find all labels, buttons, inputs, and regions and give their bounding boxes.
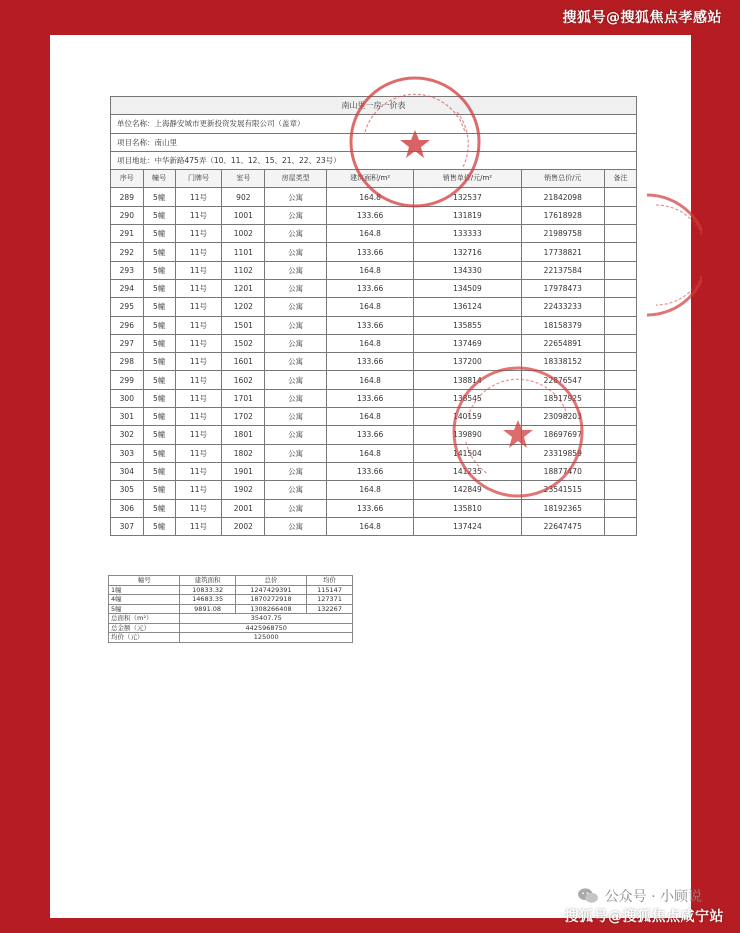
table-cell — [605, 499, 637, 517]
project-line: 项目名称：南山里 — [111, 133, 637, 151]
table-cell: 2001 — [222, 499, 265, 517]
company-line: 单位名称：上海静安城市更新投资发展有限公司（盖章） — [111, 115, 637, 133]
table-cell — [605, 279, 637, 297]
table-row — [111, 225, 637, 243]
table-cell: 1001 — [222, 206, 265, 224]
table-cell: 22654891 — [521, 334, 604, 352]
table-cell: 1702 — [222, 408, 265, 426]
summary-cell: 127371 — [307, 595, 353, 605]
table-cell: 5幢 — [143, 426, 175, 444]
account-label — [577, 886, 702, 906]
table-cell: 11号 — [175, 426, 222, 444]
table-cell: 5幢 — [143, 371, 175, 389]
table-cell: 133.66 — [327, 353, 414, 371]
table-cell: 142849 — [414, 481, 521, 499]
table-cell: 11号 — [175, 206, 222, 224]
table-cell: 11号 — [175, 389, 222, 407]
table-cell: 1002 — [222, 225, 265, 243]
table-cell: 2002 — [222, 517, 265, 535]
table-row — [111, 462, 637, 480]
table-cell: 11号 — [175, 279, 222, 297]
table-cell: 18517925 — [521, 389, 604, 407]
table-cell: 133.66 — [327, 206, 414, 224]
table-cell: 1901 — [222, 462, 265, 480]
table-cell: 141235 — [414, 462, 521, 480]
summary-cell: 14683.35 — [180, 595, 235, 605]
summary-cell: 1870272918 — [235, 595, 306, 605]
table-cell: 134509 — [414, 279, 521, 297]
table-row — [111, 481, 637, 499]
table-row — [111, 353, 637, 371]
summary-total-price-row — [109, 623, 353, 633]
total-area-label: 总面积（m²） — [109, 614, 180, 624]
table-cell: 139890 — [414, 426, 521, 444]
table-row — [111, 316, 637, 334]
table-cell: 公寓 — [265, 389, 327, 407]
table-cell: 137200 — [414, 353, 521, 371]
table-cell: 291 — [111, 225, 144, 243]
table-cell: 292 — [111, 243, 144, 261]
table-cell: 133.66 — [327, 389, 414, 407]
table-cell: 公寓 — [265, 225, 327, 243]
table-cell: 304 — [111, 462, 144, 480]
table-cell: 164.8 — [327, 517, 414, 535]
table-cell: 公寓 — [265, 261, 327, 279]
table-cell — [605, 298, 637, 316]
table-row — [111, 243, 637, 261]
table-cell: 133333 — [414, 225, 521, 243]
table-cell: 公寓 — [265, 408, 327, 426]
table-cell: 133.66 — [327, 243, 414, 261]
table-header-row — [111, 170, 637, 188]
table-cell — [605, 243, 637, 261]
table-cell: 133.66 — [327, 279, 414, 297]
table-cell: 138814 — [414, 371, 521, 389]
table-cell: 135855 — [414, 316, 521, 334]
table-cell: 5幢 — [143, 279, 175, 297]
table-cell: 5幢 — [143, 316, 175, 334]
table-cell: 293 — [111, 261, 144, 279]
table-cell: 5幢 — [143, 408, 175, 426]
table-cell: 164.8 — [327, 261, 414, 279]
table-cell: 305 — [111, 481, 144, 499]
watermark-bottom: 搜狐号@搜狐焦点咸宁站 — [564, 909, 724, 925]
table-cell: 17978473 — [521, 279, 604, 297]
table-cell: 298 — [111, 353, 144, 371]
table-cell — [605, 481, 637, 499]
table-cell: 11号 — [175, 481, 222, 499]
table-cell — [605, 206, 637, 224]
table-cell: 公寓 — [265, 462, 327, 480]
table-row — [111, 261, 637, 279]
table-cell: 公寓 — [265, 499, 327, 517]
table-cell: 22433233 — [521, 298, 604, 316]
table-cell: 136124 — [414, 298, 521, 316]
table-cell: 1101 — [222, 243, 265, 261]
total-price-label: 总金额（元） — [109, 623, 180, 633]
table-cell: 133.66 — [327, 499, 414, 517]
table-cell: 296 — [111, 316, 144, 334]
table-cell: 299 — [111, 371, 144, 389]
wechat-icon — [577, 887, 599, 905]
table-cell: 5幢 — [143, 389, 175, 407]
table-row — [111, 188, 637, 206]
table-row — [111, 334, 637, 352]
table-cell: 135810 — [414, 499, 521, 517]
table-cell: 11号 — [175, 499, 222, 517]
column-header: 房屋类型 — [265, 170, 327, 188]
table-row — [111, 499, 637, 517]
table-cell: 164.8 — [327, 408, 414, 426]
table-cell: 141504 — [414, 444, 521, 462]
table-cell: 5幢 — [143, 444, 175, 462]
table-cell: 1502 — [222, 334, 265, 352]
table-cell — [605, 353, 637, 371]
table-cell: 164.8 — [327, 298, 414, 316]
table-cell: 133.66 — [327, 462, 414, 480]
avg-price-value: 125000 — [180, 633, 353, 643]
summary-cell: 1247429391 — [235, 585, 306, 595]
summary-cell: 5幢 — [109, 604, 180, 614]
table-cell: 5幢 — [143, 261, 175, 279]
table-cell: 132716 — [414, 243, 521, 261]
table-cell: 22876547 — [521, 371, 604, 389]
table-row — [111, 389, 637, 407]
summary-column-header: 总价 — [235, 576, 306, 586]
table-row — [111, 517, 637, 535]
summary-avg-price-row — [109, 633, 353, 643]
table-cell: 5幢 — [143, 188, 175, 206]
table-cell: 23541515 — [521, 481, 604, 499]
table-cell: 18338152 — [521, 353, 604, 371]
table-cell: 11号 — [175, 316, 222, 334]
price-list-table — [110, 96, 637, 536]
table-cell: 297 — [111, 334, 144, 352]
table-cell: 公寓 — [265, 316, 327, 334]
table-cell: 164.8 — [327, 225, 414, 243]
table-cell: 131819 — [414, 206, 521, 224]
column-header: 门牌号 — [175, 170, 222, 188]
column-header: 备注 — [605, 170, 637, 188]
table-cell: 公寓 — [265, 188, 327, 206]
table-cell: 22647475 — [521, 517, 604, 535]
table-row — [111, 444, 637, 462]
summary-table — [108, 575, 353, 643]
table-cell: 1202 — [222, 298, 265, 316]
table-cell — [605, 371, 637, 389]
summary-cell: 4幢 — [109, 595, 180, 605]
column-header: 销售单价/元/m² — [414, 170, 521, 188]
table-cell: 1601 — [222, 353, 265, 371]
table-cell — [605, 225, 637, 243]
table-cell: 5幢 — [143, 499, 175, 517]
watermark-top: 搜狐号@搜狐焦点孝感站 — [562, 10, 722, 26]
table-cell: 公寓 — [265, 243, 327, 261]
table-cell — [605, 408, 637, 426]
table-cell: 11号 — [175, 261, 222, 279]
summary-cell: 1幢 — [109, 585, 180, 595]
table-cell: 5幢 — [143, 298, 175, 316]
table-cell: 1501 — [222, 316, 265, 334]
avg-price-label: 均价（元） — [109, 633, 180, 643]
table-cell: 138545 — [414, 389, 521, 407]
table-cell: 300 — [111, 389, 144, 407]
table-cell: 137469 — [414, 334, 521, 352]
document-title: 南山里一房一价表 — [111, 97, 637, 115]
table-cell: 5幢 — [143, 243, 175, 261]
table-cell: 306 — [111, 499, 144, 517]
table-cell: 132537 — [414, 188, 521, 206]
summary-cell: 132267 — [307, 604, 353, 614]
summary-cell: 10833.32 — [180, 585, 235, 595]
table-cell: 17738821 — [521, 243, 604, 261]
table-cell: 1701 — [222, 389, 265, 407]
column-header: 建筑面积/m² — [327, 170, 414, 188]
summary-cell: 1308266408 — [235, 604, 306, 614]
table-cell — [605, 444, 637, 462]
table-cell: 1802 — [222, 444, 265, 462]
table-cell: 公寓 — [265, 334, 327, 352]
table-cell — [605, 389, 637, 407]
table-cell: 303 — [111, 444, 144, 462]
table-cell: 18877470 — [521, 462, 604, 480]
summary-column-header: 幢号 — [109, 576, 180, 586]
table-cell: 公寓 — [265, 298, 327, 316]
table-cell: 140159 — [414, 408, 521, 426]
column-header: 室号 — [222, 170, 265, 188]
table-cell: 21989758 — [521, 225, 604, 243]
table-cell: 164.8 — [327, 188, 414, 206]
table-cell: 21842098 — [521, 188, 604, 206]
table-cell: 11号 — [175, 243, 222, 261]
table-cell: 11号 — [175, 225, 222, 243]
table-cell: 公寓 — [265, 353, 327, 371]
table-cell: 1102 — [222, 261, 265, 279]
table-cell: 11号 — [175, 444, 222, 462]
table-cell — [605, 426, 637, 444]
table-cell: 公寓 — [265, 206, 327, 224]
table-cell: 公寓 — [265, 426, 327, 444]
table-cell: 18192365 — [521, 499, 604, 517]
summary-cell: 9891.08 — [180, 604, 235, 614]
total-price-value: 4425968750 — [180, 623, 353, 633]
table-cell: 137424 — [414, 517, 521, 535]
table-cell: 公寓 — [265, 481, 327, 499]
table-cell: 17618928 — [521, 206, 604, 224]
table-cell: 1602 — [222, 371, 265, 389]
table-row — [111, 298, 637, 316]
summary-cell: 115147 — [307, 585, 353, 595]
summary-column-header: 均价 — [307, 576, 353, 586]
summary-header-row — [109, 576, 353, 586]
table-cell: 5幢 — [143, 225, 175, 243]
table-cell: 公寓 — [265, 279, 327, 297]
table-cell — [605, 334, 637, 352]
table-cell — [605, 517, 637, 535]
table-cell: 11号 — [175, 517, 222, 535]
table-cell: 134330 — [414, 261, 521, 279]
summary-column-header: 建筑面积 — [180, 576, 235, 586]
table-cell: 902 — [222, 188, 265, 206]
column-header: 序号 — [111, 170, 144, 188]
summary-total-area-row — [109, 614, 353, 624]
table-cell: 18697697 — [521, 426, 604, 444]
table-cell: 5幢 — [143, 462, 175, 480]
table-cell: 11号 — [175, 408, 222, 426]
table-cell: 公寓 — [265, 517, 327, 535]
table-row — [111, 279, 637, 297]
table-cell: 公寓 — [265, 371, 327, 389]
table-cell: 22137584 — [521, 261, 604, 279]
table-cell: 302 — [111, 426, 144, 444]
table-cell: 5幢 — [143, 334, 175, 352]
table-cell: 290 — [111, 206, 144, 224]
account-text: 公众号 · 小顾说 — [604, 889, 702, 905]
table-cell: 1801 — [222, 426, 265, 444]
total-area-value: 35407.75 — [180, 614, 353, 624]
column-header: 销售总价/元 — [521, 170, 604, 188]
column-header: 幢号 — [143, 170, 175, 188]
table-row — [111, 408, 637, 426]
table-cell: 11号 — [175, 462, 222, 480]
table-cell: 133.66 — [327, 426, 414, 444]
table-row — [111, 206, 637, 224]
table-cell: 公寓 — [265, 444, 327, 462]
table-cell: 307 — [111, 517, 144, 535]
table-cell: 11号 — [175, 188, 222, 206]
table-cell: 289 — [111, 188, 144, 206]
table-cell: 23319859 — [521, 444, 604, 462]
table-cell: 5幢 — [143, 517, 175, 535]
table-cell: 5幢 — [143, 206, 175, 224]
table-cell: 11号 — [175, 371, 222, 389]
table-cell: 18158379 — [521, 316, 604, 334]
summary-row — [109, 604, 353, 614]
table-cell: 1201 — [222, 279, 265, 297]
table-cell — [605, 462, 637, 480]
address-line: 项目地址：中华新路475弄（10、11、12、15、21、22、23号） — [111, 151, 637, 169]
table-cell: 5幢 — [143, 353, 175, 371]
table-cell: 23098203 — [521, 408, 604, 426]
table-cell: 295 — [111, 298, 144, 316]
table-row — [111, 426, 637, 444]
table-cell: 133.66 — [327, 316, 414, 334]
table-cell — [605, 316, 637, 334]
table-cell: 164.8 — [327, 444, 414, 462]
table-cell: 164.8 — [327, 371, 414, 389]
table-cell — [605, 188, 637, 206]
table-cell: 294 — [111, 279, 144, 297]
summary-row — [109, 595, 353, 605]
table-cell: 11号 — [175, 353, 222, 371]
table-cell: 164.8 — [327, 481, 414, 499]
summary-row — [109, 585, 353, 595]
table-cell: 1902 — [222, 481, 265, 499]
table-cell — [605, 261, 637, 279]
table-cell: 301 — [111, 408, 144, 426]
table-cell: 11号 — [175, 298, 222, 316]
table-row — [111, 371, 637, 389]
table-cell: 164.8 — [327, 334, 414, 352]
table-cell: 11号 — [175, 334, 222, 352]
table-cell: 5幢 — [143, 481, 175, 499]
